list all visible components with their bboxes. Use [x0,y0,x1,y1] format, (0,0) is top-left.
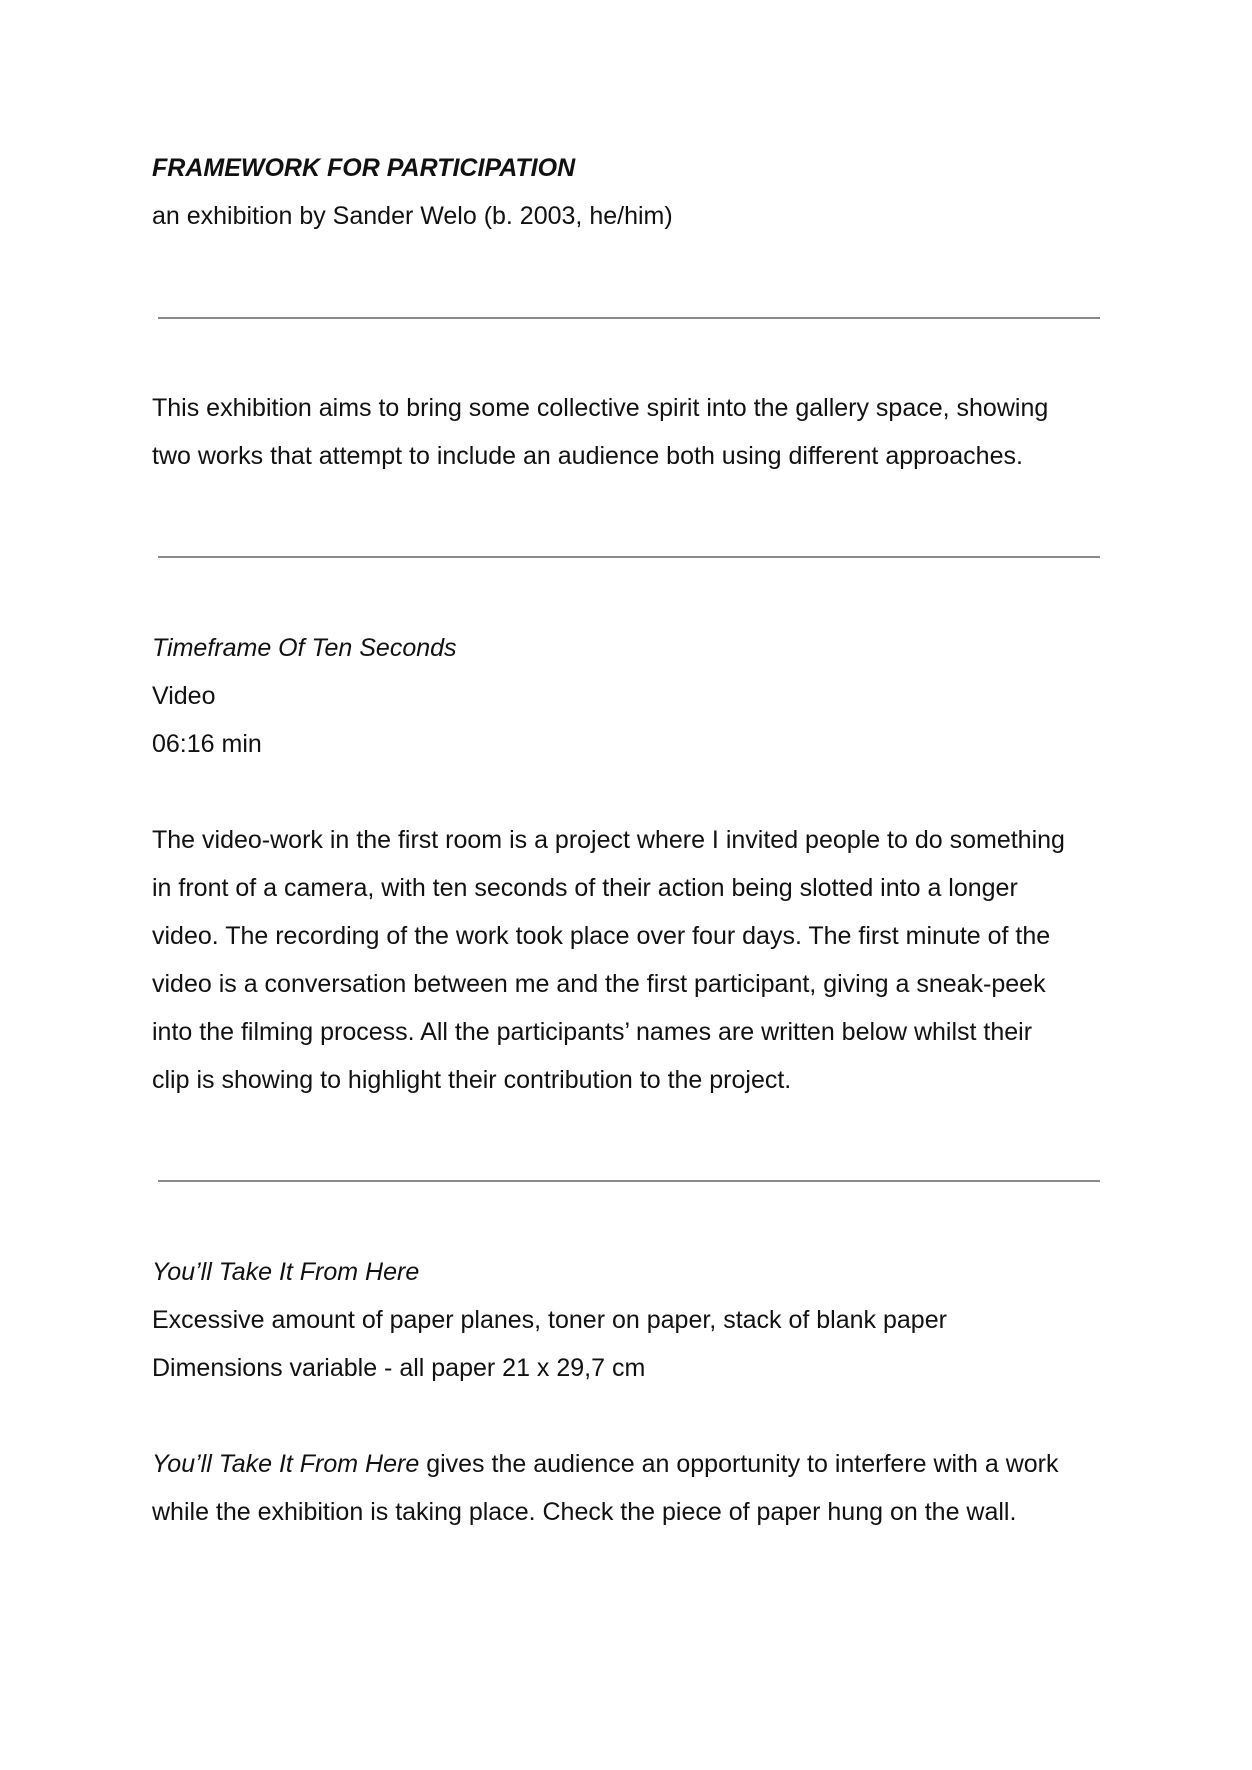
work2-description-title: You’ll Take It From Here [152,1450,420,1478]
work1-description-line: The video-work in the first room is a project where I invited people to do something [152,826,1065,854]
work1-description-line: into the filming process. All the participants’ names are written below whilst their [152,1018,1033,1046]
exhibition-title: FRAMEWORK FOR PARTICIPATION [152,154,576,182]
work1-description-line: in front of a camera, with ten seconds of their action being slotted into a longer [152,874,1018,902]
work1-duration: 06:16 min [152,730,262,758]
divider [158,556,1100,558]
work1-title: Timeframe Of Ten Seconds [152,634,457,662]
intro-line: This exhibition aims to bring some collective spirit into the gallery space, showing [152,394,1049,422]
work1-description-line: clip is showing to highlight their contribution to the project. [152,1066,792,1094]
work2-description-line [152,1449,1059,1479]
work2-dimensions: Dimensions variable - all paper 21 x 29,7 cm [152,1354,646,1382]
work2-description-line: while the exhibition is taking place. Check the piece of paper hung on the wall. [152,1498,1017,1526]
work1-description-line: video. The recording of the work took place over four days. The first minute of the [152,922,1051,950]
work2-description-text: gives the audience an opportunity to interfere with a work [419,1450,1059,1478]
work1-medium: Video [152,682,216,710]
divider [158,317,1100,319]
work1-description-line: video is a conversation between me and the first participant, giving a sneak-peek [152,970,1046,998]
work2-title: You’ll Take It From Here [152,1258,420,1286]
intro-line: two works that attempt to include an audience both using different approaches. [152,442,1023,470]
divider [158,1180,1100,1182]
work2-materials: Excessive amount of paper planes, toner on paper, stack of blank paper [152,1306,947,1334]
exhibition-subtitle: an exhibition by Sander Welo (b. 2003, he/him) [152,202,673,230]
